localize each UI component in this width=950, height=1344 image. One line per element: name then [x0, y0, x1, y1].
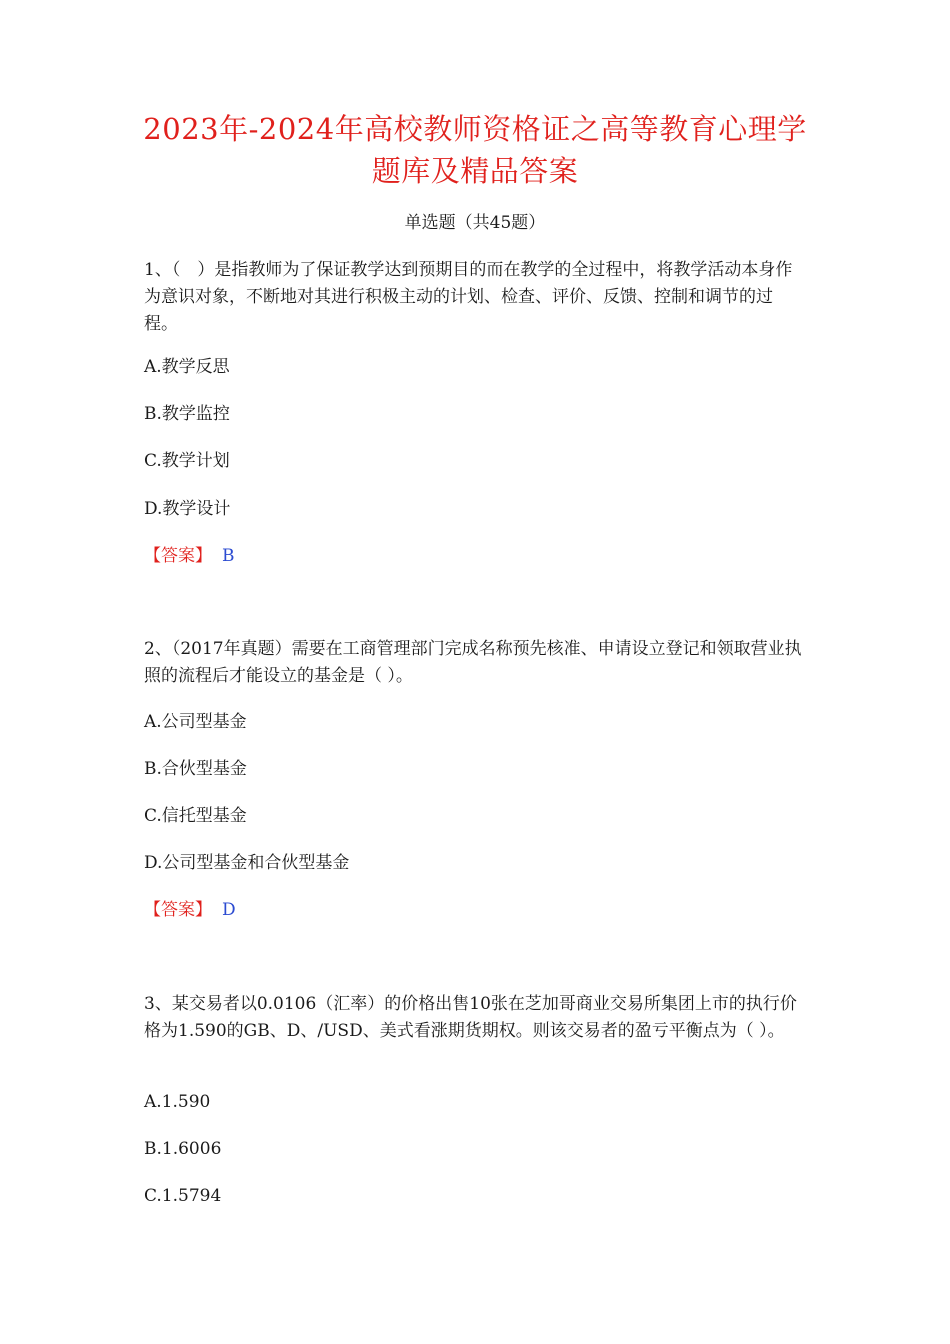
question-1-option-a: A.教学反思: [144, 357, 230, 377]
document-title: [100, 108, 850, 192]
question-1-option-d: D.教学设计: [144, 499, 231, 519]
question-3-stem: 3、某交易者以0.0106（汇率）的价格出售10张在芝加哥商业交易所集团上市的执行价格为1.590的GB、D、/USD、美式看涨期货期权。则该交易者的盈亏平衡点为（ ）。: [144, 994, 797, 1041]
question-1-option-b: B.教学监控: [144, 404, 230, 424]
question-3-option-c: C.1.5794: [144, 1186, 222, 1206]
section-heading: 单选题（共45题）: [404, 213, 546, 233]
question-2-option-a: A.公司型基金: [144, 712, 247, 732]
question-2-answer: [144, 898, 236, 922]
question-2-option-d: D.公司型基金和合伙型基金: [144, 853, 350, 873]
question-1-answer: [144, 544, 235, 568]
question-2-option-c: C.信托型基金: [144, 806, 247, 826]
question-1-stem: 1、（ ）是指教师为了保证教学达到预期目的而在教学的全过程中，将教学活动本身作为意识对象，不断地对其进行积极主动的计划、检查、评价、反馈、控制和调节的过程。: [144, 260, 793, 334]
title-line-1: 2023年-2024年高校教师资格证之高等教育心理学: [143, 112, 807, 146]
answer-value: D: [222, 900, 236, 920]
question-2-stem: 2、（2017年真题）需要在工商管理部门完成名称预先核准、申请设立登记和领取营业执照的流程后才能设立的基金是（ ）。: [144, 639, 802, 686]
answer-value: B: [222, 546, 235, 566]
question-1-option-c: C.教学计划: [144, 451, 230, 471]
answer-tag: 【答案】: [144, 546, 212, 566]
question-3-option-a: A.1.590: [144, 1092, 211, 1112]
question-3-option-b: B.1.6006: [144, 1139, 222, 1159]
question-2-option-b: B.合伙型基金: [144, 759, 247, 779]
answer-tag: 【答案】: [144, 900, 212, 920]
title-line-2: 题库及精品答案: [371, 154, 579, 188]
